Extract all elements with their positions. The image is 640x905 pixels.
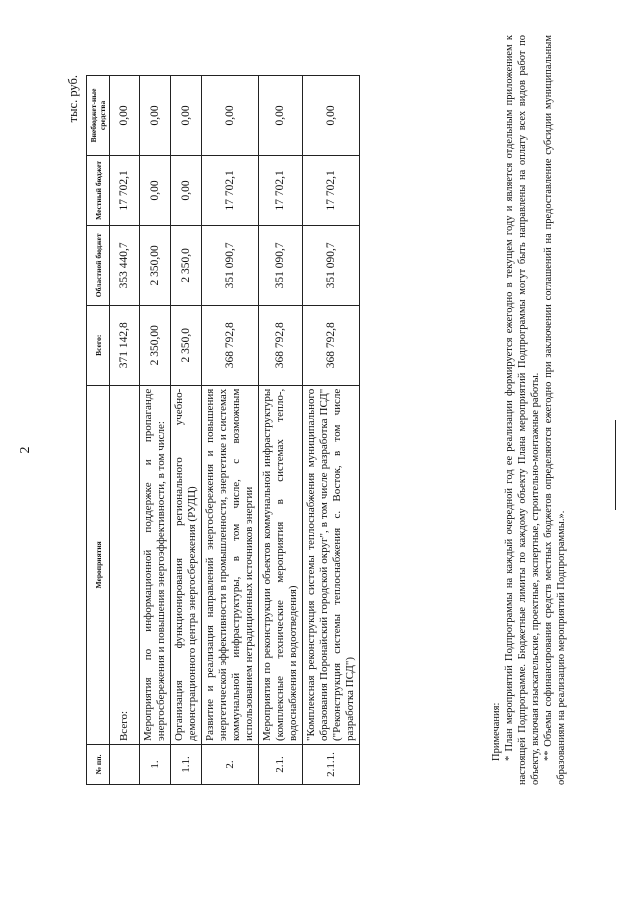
table-row xyxy=(171,76,202,785)
note-2: ** Объемы софинансирования средств местных бюджетов определяются ежегодно при заключении соглашений на предоставление субсидии муниципальным образованиям на реализацию мероприятий Подпрограммы.». xyxy=(543,35,567,785)
cell-offbudget: 0,00 xyxy=(259,76,303,156)
cell-activity: Развитие и реализация направлений энергосбережения и повышения энергетической эффективности в промышленности, энергетике и системах коммунальной инфраструктуры, в том числе, с возможным использованием нетрадиционных источников энергии xyxy=(202,385,259,744)
header-total: Всего: xyxy=(87,305,110,385)
cell-total: 2 350,0 xyxy=(171,305,202,385)
cell-activity: Мероприятия по информационной поддержке и пропаганде энергосбережения и повышения энергоэффективности, в том числе: xyxy=(140,385,171,744)
cell-offbudget: 0,00 xyxy=(140,76,171,156)
cell-num: 1.1. xyxy=(171,745,202,785)
header-local: Местный бюджет xyxy=(87,155,110,225)
cell-regional: 351 090,7 xyxy=(259,225,303,305)
funding-table xyxy=(86,75,360,785)
table-row xyxy=(303,76,360,785)
cell-num: 1. xyxy=(140,745,171,785)
notes-heading: Примечания: xyxy=(491,702,502,761)
cell-num xyxy=(110,745,140,785)
unit-label: тыс. руб. xyxy=(66,75,80,123)
cell-regional: 353 440,7 xyxy=(110,225,140,305)
cell-local: 17 702,1 xyxy=(202,155,259,225)
table-row xyxy=(140,76,171,785)
cell-activity: Организация функционирования регионального учебно-демонстрационного центра энергосбережения (РУДЦ) xyxy=(171,385,202,744)
cell-num: 2. xyxy=(202,745,259,785)
header-activity: Мероприятия xyxy=(87,385,110,744)
cell-total: 368 792,8 xyxy=(259,305,303,385)
cell-total: 371 142,8 xyxy=(110,305,140,385)
cell-num: 2.1.1. xyxy=(303,745,360,785)
header-num: № пп. xyxy=(87,745,110,785)
table-row xyxy=(110,76,140,785)
cell-regional: 2 350,0 xyxy=(171,225,202,305)
cell-local: 0,00 xyxy=(171,155,202,225)
bottom-divider xyxy=(615,420,616,510)
cell-local: 17 702,1 xyxy=(110,155,140,225)
cell-activity: "Комплексная реконструкция системы теплоснабжения муниципального образования Поронайский городской округ", в том числе разработка ПСД" ("Реконструкция системы теплоснабжения с. Восток, в том числе разработка ПСД") xyxy=(303,385,360,744)
cell-num: 2.1. xyxy=(259,745,303,785)
header-offbudget: Внебюджет-ные средства xyxy=(87,76,110,156)
cell-activity: Всего: xyxy=(110,385,140,744)
cell-offbudget: 0,00 xyxy=(303,76,360,156)
page-number: 2 xyxy=(18,446,33,454)
cell-regional: 351 090,7 xyxy=(202,225,259,305)
cell-total: 2 350,00 xyxy=(140,305,171,385)
cell-activity: Мероприятия по реконструкции объектов коммунальной инфраструктуры (комплексные технические мероприятия в системах тепло-, водоснабжения и водоотведения) xyxy=(259,385,303,744)
cell-total: 368 792,8 xyxy=(303,305,360,385)
table-row xyxy=(259,76,303,785)
table-row xyxy=(202,76,259,785)
cell-offbudget: 0,00 xyxy=(171,76,202,156)
table-header-row xyxy=(87,76,110,785)
cell-offbudget: 0,00 xyxy=(110,76,140,156)
cell-local: 0,00 xyxy=(140,155,171,225)
cell-local: 17 702,1 xyxy=(259,155,303,225)
cell-regional: 2 350,00 xyxy=(140,225,171,305)
notes-section xyxy=(490,35,568,785)
note-1: * План мероприятий Подпрограммы на каждый очередной год ее реализации формируется ежегодно в текущем году и является отдельным приложением к настоящей Подпрограмме. Бюджетные лимиты по каждому объекту Плана мероприятий Подпрограммы могут быть направлены на оплату всех видов работ по объекту, включая изыскательские, проектные, экспертные, строительно-монтажные работы. xyxy=(504,35,541,785)
cell-local: 17 702,1 xyxy=(303,155,360,225)
header-regional: Областной бюджет xyxy=(87,225,110,305)
cell-regional: 351 090,7 xyxy=(303,225,360,305)
cell-total: 368 792,8 xyxy=(202,305,259,385)
cell-offbudget: 0,00 xyxy=(202,76,259,156)
